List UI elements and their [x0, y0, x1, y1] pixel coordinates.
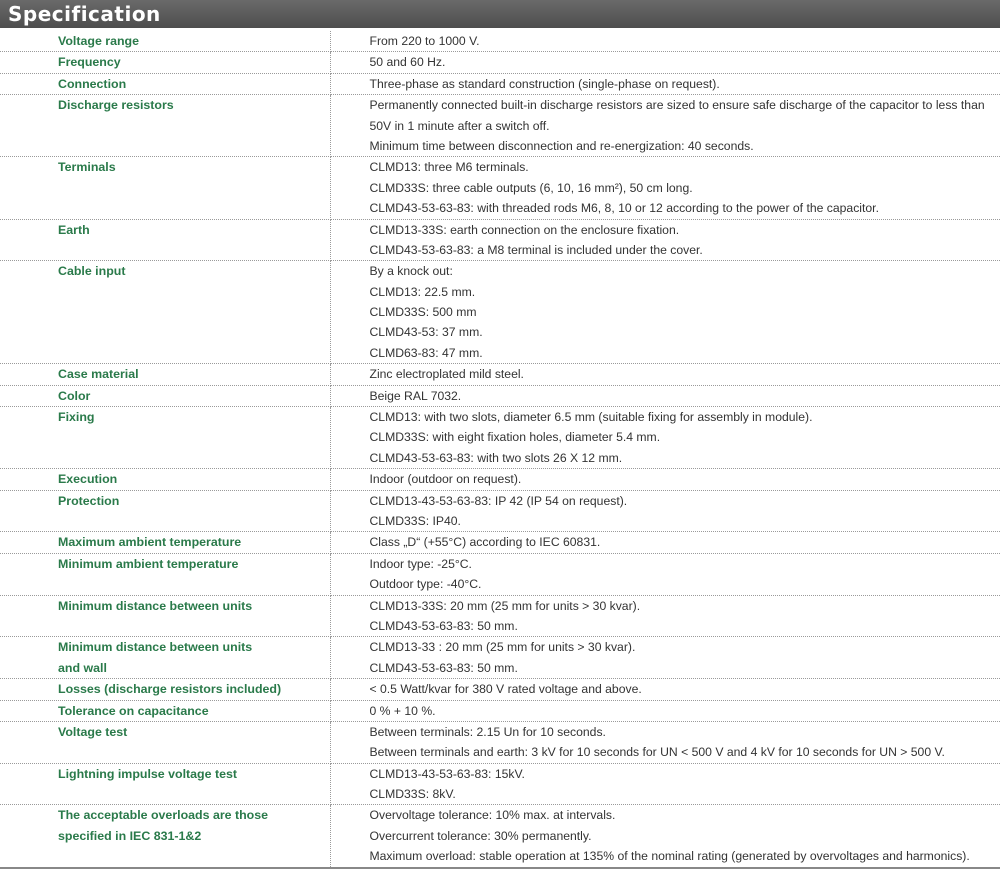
spec-label: Maximum ambient temperature	[58, 532, 330, 552]
spec-value-cell	[330, 385, 1000, 406]
specification-table	[0, 31, 1000, 869]
spec-row	[0, 407, 1000, 469]
spec-row	[0, 31, 1000, 52]
spec-value-cell	[330, 52, 1000, 73]
spec-value-cell	[330, 469, 1000, 490]
spec-value: Indoor type: -25°C.	[370, 554, 1000, 574]
spec-value: CLMD43-53-63-83: 50 mm.	[370, 658, 1000, 678]
spec-value: CLMD13-43-53-63-83: 15kV.	[370, 764, 1000, 784]
spec-label: Cable input	[58, 261, 330, 281]
spec-label-cell	[0, 553, 330, 595]
spec-row	[0, 679, 1000, 700]
spec-value-cell	[330, 157, 1000, 219]
spec-value-cell	[330, 763, 1000, 805]
spec-value-cell	[330, 261, 1000, 364]
spec-row	[0, 721, 1000, 763]
spec-value: CLMD43-53: 37 mm.	[370, 322, 1000, 342]
spec-row	[0, 553, 1000, 595]
spec-label-cell	[0, 637, 330, 679]
spec-row	[0, 52, 1000, 73]
spec-row	[0, 95, 1000, 157]
spec-label-cell	[0, 595, 330, 637]
spec-label: Losses (discharge resistors included)	[58, 679, 330, 699]
spec-label-cell	[0, 261, 330, 364]
spec-value: Zinc electroplated mild steel.	[370, 364, 1000, 384]
spec-row	[0, 700, 1000, 721]
spec-value: 50 and 60 Hz.	[370, 52, 1000, 72]
spec-label: Frequency	[58, 52, 330, 72]
spec-label-cell	[0, 700, 330, 721]
spec-value-cell	[330, 721, 1000, 763]
spec-label: The acceptable overloads are those	[58, 805, 330, 825]
spec-label: Tolerance on capacitance	[58, 701, 330, 721]
spec-label: Execution	[58, 469, 330, 489]
spec-label-cell	[0, 31, 330, 52]
section-title: Specification	[8, 2, 161, 26]
spec-label: Minimum ambient temperature	[58, 554, 330, 574]
spec-label-cell	[0, 721, 330, 763]
spec-value: Outdoor type: -40°C.	[370, 574, 1000, 594]
spec-label-cell	[0, 157, 330, 219]
spec-label-cell	[0, 407, 330, 469]
spec-value: Maximum overload: stable operation at 135% of the nominal rating (generated by overvoltages and harmonics).	[370, 846, 1000, 866]
spec-value-cell	[330, 553, 1000, 595]
spec-value: < 0.5 Watt/kvar for 380 V rated voltage and above.	[370, 679, 1000, 699]
spec-value: CLMD33S: 500 mm	[370, 302, 1000, 322]
spec-value: CLMD33S: three cable outputs (6, 10, 16 mm²), 50 cm long.	[370, 178, 1000, 198]
spec-label: Terminals	[58, 157, 330, 177]
spec-row	[0, 763, 1000, 805]
spec-label-cell	[0, 532, 330, 553]
specification-table-body	[0, 31, 1000, 868]
spec-row	[0, 490, 1000, 532]
spec-value: CLMD33S: 8kV.	[370, 784, 1000, 804]
spec-label: Color	[58, 386, 330, 406]
spec-label-cell	[0, 73, 330, 94]
spec-value: CLMD13-33S: earth connection on the enclosure fixation.	[370, 220, 1000, 240]
spec-row	[0, 469, 1000, 490]
section-header	[0, 0, 1000, 28]
spec-value: CLMD43-53-63-83: with two slots 26 X 12 mm.	[370, 448, 1000, 468]
spec-value-cell	[330, 219, 1000, 261]
spec-value-cell	[330, 490, 1000, 532]
spec-value: CLMD63-83: 47 mm.	[370, 343, 1000, 363]
spec-value: 50V in 1 minute after a switch off.	[370, 116, 1000, 136]
spec-label: Minimum distance between units	[58, 596, 330, 616]
spec-row	[0, 805, 1000, 868]
spec-label-cell	[0, 219, 330, 261]
spec-value: CLMD33S: with eight fixation holes, diameter 5.4 mm.	[370, 427, 1000, 447]
spec-value: CLMD13-43-53-63-83: IP 42 (IP 54 on request).	[370, 491, 1000, 511]
spec-value-cell	[330, 73, 1000, 94]
spec-label: Lightning impulse voltage test	[58, 764, 330, 784]
spec-label: and wall	[58, 658, 330, 678]
spec-label-cell	[0, 679, 330, 700]
spec-value-cell	[330, 364, 1000, 385]
spec-row	[0, 364, 1000, 385]
spec-row	[0, 385, 1000, 406]
spec-value: CLMD43-53-63-83: with threaded rods M6, 8, 10 or 12 according to the power of the capacitor.	[370, 198, 1000, 218]
spec-value: CLMD13-33 : 20 mm (25 mm for units > 30 kvar).	[370, 637, 1000, 657]
spec-value-cell	[330, 700, 1000, 721]
spec-value: CLMD13-33S: 20 mm (25 mm for units > 30 kvar).	[370, 596, 1000, 616]
spec-label: Earth	[58, 220, 330, 240]
spec-label: Fixing	[58, 407, 330, 427]
spec-row	[0, 219, 1000, 261]
spec-label-cell	[0, 364, 330, 385]
spec-row	[0, 637, 1000, 679]
spec-value: CLMD13: 22.5 mm.	[370, 282, 1000, 302]
spec-value: Overcurrent tolerance: 30% permanently.	[370, 826, 1000, 846]
spec-value: CLMD43-53-63-83: 50 mm.	[370, 616, 1000, 636]
spec-label: Case material	[58, 364, 330, 384]
spec-value: From 220 to 1000 V.	[370, 31, 1000, 51]
spec-value-cell	[330, 407, 1000, 469]
spec-value-cell	[330, 679, 1000, 700]
spec-row	[0, 73, 1000, 94]
spec-row	[0, 157, 1000, 219]
spec-label-cell	[0, 805, 330, 868]
spec-label: Voltage range	[58, 31, 330, 51]
spec-value-cell	[330, 95, 1000, 157]
spec-value: Beige RAL 7032.	[370, 386, 1000, 406]
spec-row	[0, 532, 1000, 553]
spec-label-cell	[0, 490, 330, 532]
spec-value: Three-phase as standard construction (single-phase on request).	[370, 74, 1000, 94]
spec-label: specified in IEC 831-1&2	[58, 826, 330, 846]
spec-value: Between terminals: 2.15 Un for 10 seconds.	[370, 722, 1000, 742]
spec-label: Discharge resistors	[58, 95, 330, 115]
spec-label: Protection	[58, 491, 330, 511]
spec-value: Overvoltage tolerance: 10% max. at intervals.	[370, 805, 1000, 825]
spec-value: CLMD13: with two slots, diameter 6.5 mm (suitable fixing for assembly in module).	[370, 407, 1000, 427]
spec-value: Minimum time between disconnection and re-energization: 40 seconds.	[370, 136, 1000, 156]
spec-value: Between terminals and earth: 3 kV for 10 seconds for UN < 500 V and 4 kV for 10 seconds for UN > 500 V.	[370, 742, 1000, 762]
spec-value: By a knock out:	[370, 261, 1000, 281]
spec-label-cell	[0, 95, 330, 157]
spec-value-cell	[330, 595, 1000, 637]
spec-value: Class „D“ (+55°C) according to IEC 60831.	[370, 532, 1000, 552]
spec-label-cell	[0, 52, 330, 73]
spec-value: CLMD43-53-63-83: a M8 terminal is included under the cover.	[370, 240, 1000, 260]
spec-row	[0, 261, 1000, 364]
spec-value: 0 % + 10 %.	[370, 701, 1000, 721]
spec-value: Indoor (outdoor on request).	[370, 469, 1000, 489]
spec-label-cell	[0, 385, 330, 406]
spec-value: Permanently connected built-in discharge resistors are sized to ensure safe discharge of the capacitor to less than	[370, 95, 1000, 115]
spec-value-cell	[330, 532, 1000, 553]
spec-value-cell	[330, 31, 1000, 52]
spec-row	[0, 595, 1000, 637]
spec-label: Minimum distance between units	[58, 637, 330, 657]
spec-value: CLMD33S: IP40.	[370, 511, 1000, 531]
spec-label: Connection	[58, 74, 330, 94]
spec-label: Voltage test	[58, 722, 330, 742]
spec-value-cell	[330, 805, 1000, 868]
spec-value-cell	[330, 637, 1000, 679]
spec-label-cell	[0, 763, 330, 805]
spec-label-cell	[0, 469, 330, 490]
spec-value: CLMD13: three M6 terminals.	[370, 157, 1000, 177]
